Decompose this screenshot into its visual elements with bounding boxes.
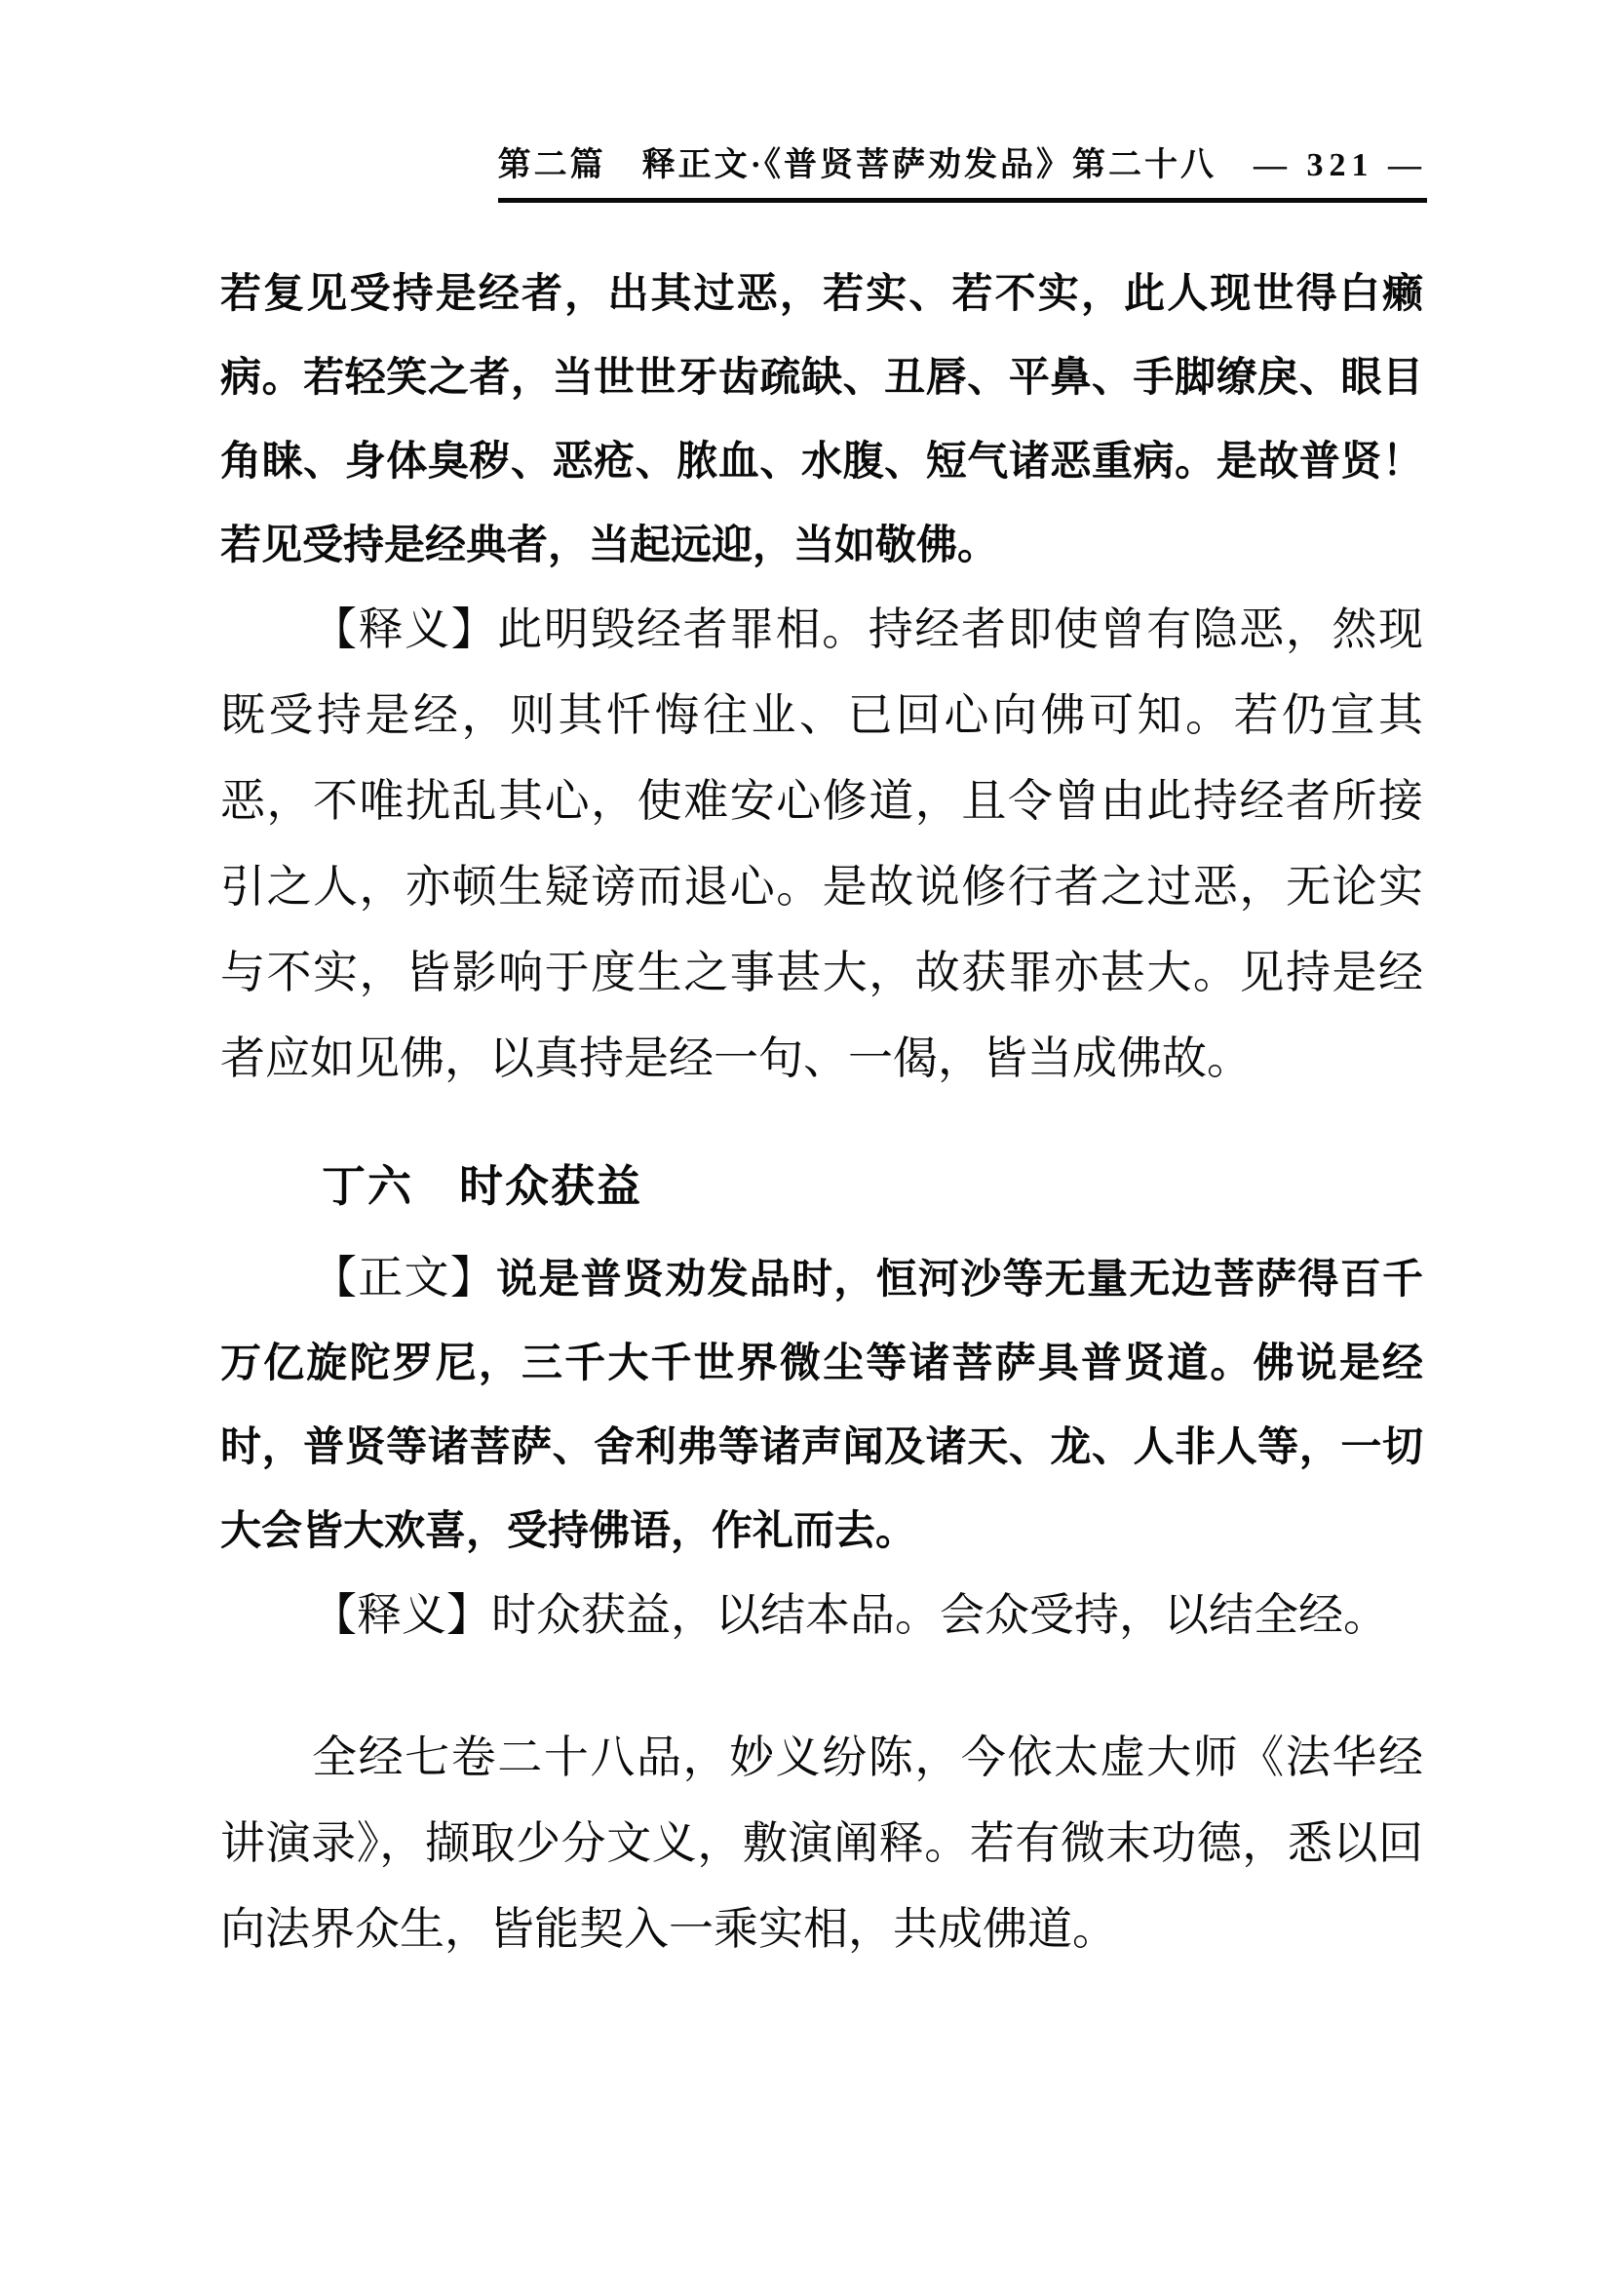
header-rule xyxy=(498,146,1427,203)
running-header xyxy=(220,146,1427,203)
section-heading: 丁六 时众获益 xyxy=(322,1160,643,1211)
sutra-lead-marker: 【正文】 xyxy=(312,1252,497,1303)
page-number: — 321 — xyxy=(1254,147,1427,183)
page-body xyxy=(220,252,1423,1972)
chapter-title: 第二篇 释正文·《普贤菩萨劝发品》第二十八 xyxy=(497,147,1216,183)
sutra-quote-text: 说是普贤劝发品时，恒河沙等无量无边菩萨得百千万亿旋陀罗尼，三千大千世界微尘等诸菩萨具普贤道。佛说是经时，普贤等诸菩萨、舍利弗等诸声闻及诸天、龙、人非人等，一切大会皆大欢喜，受持佛语，作礼而去。 xyxy=(220,1255,1423,1553)
sutra-quote-paragraph-2 xyxy=(220,1236,1423,1573)
commentary-paragraph-2: 【释义】时众获益，以结本品。会众受持，以结全经。 xyxy=(312,1589,1388,1640)
commentary-paragraph-1: 【释义】此明毁经者罪相。持经者即使曾有隐恶，然现既受持是经，则其忏悔往业、已回心向佛可知。若仍宣其恶，不唯扰乱其心，使难安心修道，且令曾由此持经者所接引之人，亦顿生疑谤而退心。是故说修行者之过恶，无论实与不实，皆影响于度生之事甚大，故获罪亦甚大。见持是经者应如见佛，以真持是经一句、一偈，皆当成佛故。 xyxy=(220,603,1423,1083)
closing-paragraph: 全经七卷二十八品，妙义纷陈，今依太虚大师《法华经讲演录》，撷取少分文义，敷演阐释。若有微末功德，悉以回向法界众生，皆能契入一乘实相，共成佛道。 xyxy=(220,1732,1423,1954)
sutra-quote-paragraph-1: 若复见受持是经者，出其过恶，若实、若不实，此人现世得白癞病。若轻笑之者，当世世牙齿疏缺、丑唇、平鼻、手脚缭戾、眼目角睐、身体臭秽、恶疮、脓血、水腹、短气诸恶重病。是故普贤！若见受持是经典者，当起远迎，当如敬佛。 xyxy=(220,269,1423,567)
